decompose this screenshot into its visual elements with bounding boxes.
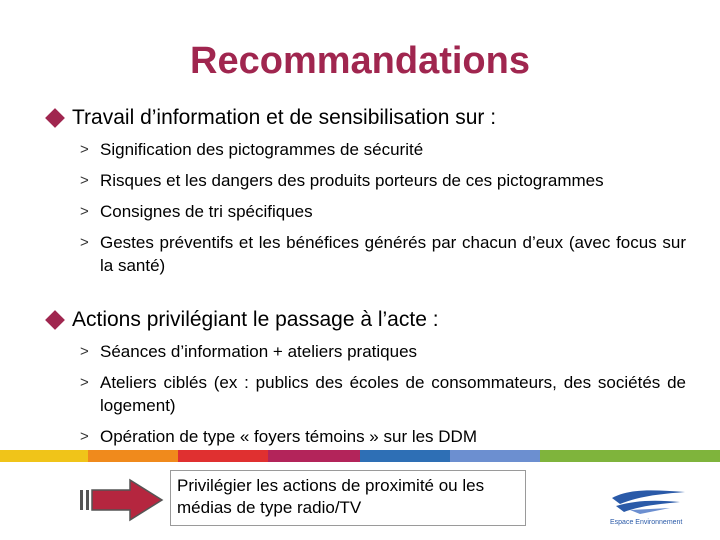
stripe-segment (450, 450, 540, 462)
chevron-right-icon: > (80, 141, 89, 158)
stripe-segment (268, 450, 360, 462)
color-stripe (0, 450, 720, 462)
sub-list (80, 138, 686, 277)
diamond-bullet-icon (45, 310, 65, 330)
chevron-right-icon: > (80, 343, 89, 360)
arrow-right-icon (80, 478, 164, 522)
chevron-right-icon: > (80, 428, 89, 445)
list-item: > Signification des pictogrammes de sécurité (80, 140, 424, 159)
list-item: > Gestes préventifs et les bénéfices générés par chacun d’eux (avec focus sur la santé) (80, 233, 686, 275)
list-item: > Opération de type « foyers témoins » sur les DDM (80, 427, 477, 446)
section-heading: Actions privilégiant le passage à l’acte : (72, 308, 439, 331)
stripe-segment (540, 450, 720, 462)
stripe-segment (88, 450, 178, 462)
list-item: > Risques et les dangers des produits porteurs de ces pictogrammes (80, 171, 604, 190)
list-item: > Ateliers ciblés (ex : publics des écoles de consommateurs, des sociétés de logement) (80, 373, 686, 415)
section-sensibilisation (46, 106, 686, 285)
chevron-right-icon: > (80, 172, 89, 189)
slide-title: Recommandations (190, 40, 530, 82)
callout-box: Privilégier les actions de proximité ou les médias de type radio/TV (170, 470, 526, 526)
stripe-segment (178, 450, 268, 462)
list-item: > Consignes de tri spécifiques (80, 202, 313, 221)
section-heading: Travail d’information et de sensibilisation sur : (72, 106, 497, 129)
chevron-right-icon: > (80, 234, 89, 251)
stripe-segment (360, 450, 450, 462)
section-heading-row (46, 308, 686, 332)
chevron-right-icon: > (80, 374, 89, 391)
espace-environnement-logo (600, 480, 700, 530)
sub-list (80, 340, 686, 448)
section-heading-row (46, 106, 686, 130)
section-actions (46, 308, 686, 456)
logo-text: Espace Environnement (610, 519, 683, 526)
stripe-segment (0, 450, 88, 462)
list-item: > Séances d’information + ateliers pratiques (80, 342, 418, 361)
diamond-bullet-icon (45, 108, 65, 128)
chevron-right-icon: > (80, 203, 89, 220)
